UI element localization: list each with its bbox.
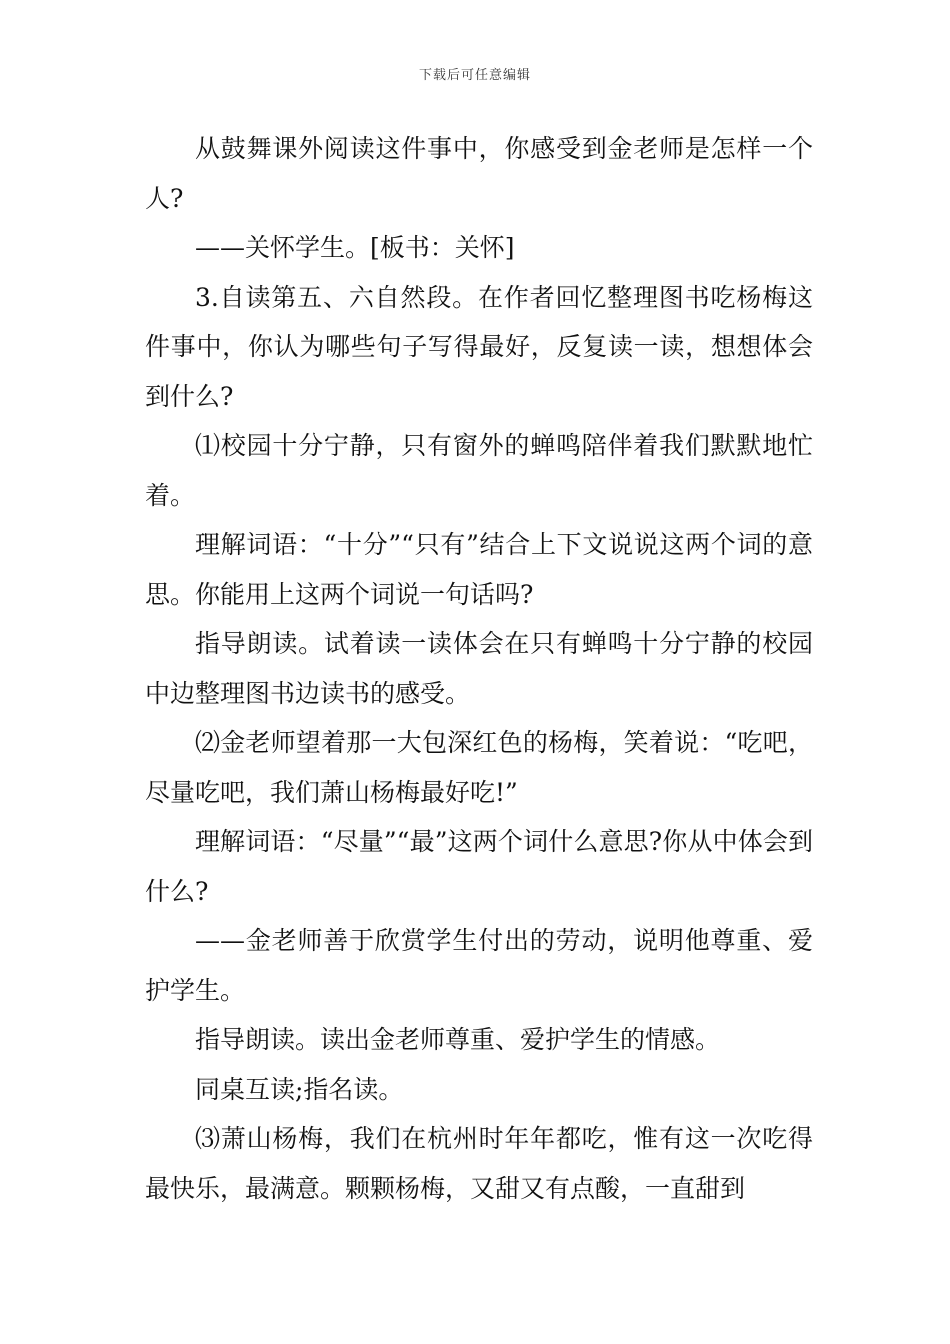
paragraph: ——金老师善于欣赏学生付出的劳动，说明他尊重、爱护学生。 (145, 926, 813, 1005)
paragraph: 指导朗读。读出金老师尊重、爱护学生的情感。 (195, 1025, 721, 1054)
page-header: 下载后可任意编辑 (418, 68, 531, 83)
paragraph: ⑴校园十分宁静，只有窗外的蝉鸣陪伴着我们默默地忙着。 (145, 431, 813, 510)
paragraph: ⑵金老师望着那一大包深红色的杨梅，笑着说：“吃吧，尽量吃吧，我们萧山杨梅最好吃!” (145, 728, 813, 807)
paragraph: 从鼓舞课外阅读这件事中，你感受到金老师是怎样一个人? (145, 134, 813, 213)
paragraph: 理解词语：“十分”“只有”结合上下文说说这两个词的意思。你能用上这两个词说一句话吗? (145, 530, 813, 609)
paragraph: 同桌互读;指名读。 (195, 1074, 404, 1104)
document-body (145, 124, 813, 1213)
paragraph: 指导朗读。试着读一读体会在只有蝉鸣十分宁静的校园中边整理图书边读书的感受。 (145, 629, 813, 708)
paragraph: 理解词语：“尽量”“最”这两个词什么意思?你从中体会到什么? (145, 827, 813, 906)
paragraph: 3.自读第五、六自然段。在作者回忆整理图书吃杨梅这件事中，你认为哪些句子写得最好，反复读一读，想想体会到什么? (145, 282, 813, 411)
paragraph: ——关怀学生。[板书：关怀] (195, 233, 515, 262)
paragraph: ⑶萧山杨梅，我们在杭州时年年都吃，惟有这一次吃得最快乐，最满意。颗颗杨梅，又甜又有点酸，一直甜到 (145, 1124, 813, 1203)
